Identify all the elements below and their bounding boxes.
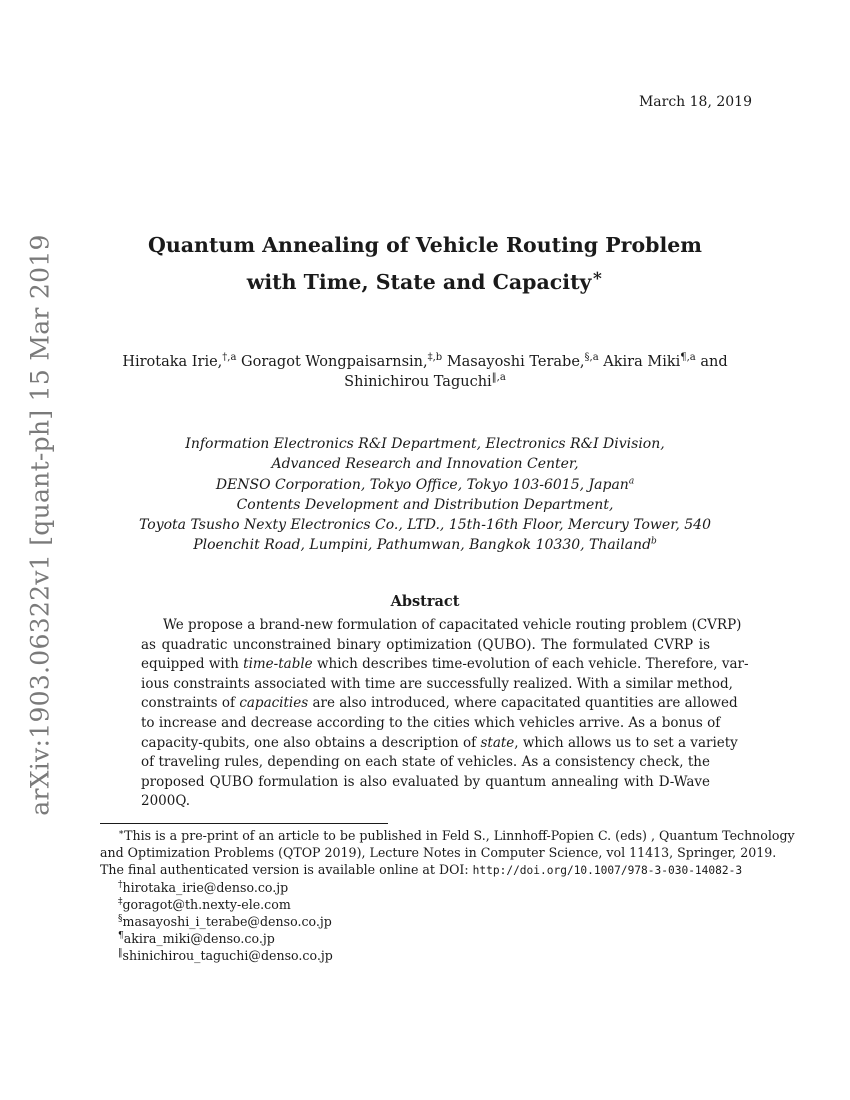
author-mark: §,a <box>584 352 599 364</box>
abstract-text: which describes time-evolution of each vehicle. Therefore, var- <box>312 656 749 673</box>
affiliation-text: DENSO Corporation, Tokyo Office, Tokyo 103-6015, Japan <box>215 476 629 493</box>
document-date: March 18, 2019 <box>638 94 752 110</box>
footnote-mark: § <box>118 913 123 924</box>
title-line-2 <box>0 261 850 298</box>
email-address[interactable]: akira_miki@denso.co.jp <box>123 931 275 946</box>
footnote-divider <box>100 823 388 824</box>
arxiv-identifier: arXiv:1903.06322v1 [quant-ph] 15 Mar 2019 <box>25 234 55 816</box>
author-mark: ‖,a <box>491 372 506 384</box>
footnotes <box>100 827 795 964</box>
affiliations <box>0 434 850 556</box>
email-address[interactable]: shinichirou_taguchi@denso.co.jp <box>122 948 333 963</box>
email-address[interactable]: hirotaka_irie@denso.co.jp <box>122 880 289 895</box>
author-name: Akira Miki <box>603 354 681 370</box>
footnote-line <box>100 861 752 879</box>
paper-title <box>0 230 850 298</box>
abstract-line <box>141 694 738 714</box>
affiliation-line: Contents Development and Distribution Department, <box>236 496 614 513</box>
author-line-1 <box>0 352 850 372</box>
author-mark: ‡,b <box>427 352 443 364</box>
abstract-line: We propose a brand-new formulation of capacitated vehicle routing problem (CVRP) <box>163 617 742 633</box>
footnote-text: The final authenticated version is available online at DOI: <box>100 862 473 877</box>
affiliation-text: Ploenchit Road, Lumpini, Pathumwan, Bangkok 10330, Thailand <box>193 537 652 554</box>
author-name: Shinichirou Taguchi <box>344 374 492 390</box>
affiliation-line <box>0 475 850 495</box>
abstract-line: to increase and decrease according to the cities which vehicles arrive. As a bonus of <box>141 714 721 731</box>
abstract-text: are also introduced, where capacitated quantities are allowed <box>308 695 738 712</box>
abstract-line <box>141 655 749 675</box>
author-mark: ¶,a <box>680 352 696 364</box>
abstract-text: equipped with <box>141 656 244 673</box>
footnote-mark: ¶ <box>118 930 124 941</box>
footnote-text: This is a pre-print of an article to be published in Feld S., Linnhoff-Popien C. (eds) , Quantum Technology <box>124 828 795 843</box>
footnote-mark: ‡ <box>118 896 123 907</box>
title-line-2-text: with Time, State and Capacity <box>246 269 592 294</box>
abstract-line: proposed QUBO formulation is also evaluated by quantum annealing with D-Wave <box>141 773 710 790</box>
author-email <box>100 879 752 896</box>
abstract-line: as quadratic unconstrained binary optimization (QUBO). The formulated CVRP is <box>141 636 710 653</box>
abstract-line: 2000Q. <box>141 793 191 810</box>
doi-link[interactable]: http://doi.org/10.1007/978-3-030-14082-3 <box>472 864 743 877</box>
abstract-text: capacity-qubits, one also obtains a description of <box>141 734 481 751</box>
email-address[interactable]: masayoshi_i_terabe@denso.co.jp <box>122 914 332 929</box>
title-footnote-mark: ∗ <box>591 266 604 286</box>
abstract-body <box>141 616 749 812</box>
author-line-2 <box>0 372 850 392</box>
author-name: Hirotaka Irie, <box>122 354 223 370</box>
footnote-mark: ‖ <box>118 947 123 958</box>
affiliation-line: Information Electronics R&I Department, Electronics R&I Division, <box>185 436 665 452</box>
affiliation-mark: a <box>628 475 635 486</box>
author-conjunction: and <box>700 354 728 370</box>
author-name: Masayoshi Terabe, <box>446 354 585 370</box>
abstract-emphasis: capacities <box>239 695 309 712</box>
email-address[interactable]: goragot@th.nexty-ele.com <box>122 897 291 912</box>
abstract-line: ious constraints associated with time are successfully realized. With a similar method, <box>141 675 733 692</box>
author-email <box>100 930 752 947</box>
author-email <box>100 947 752 964</box>
affiliation-line <box>0 535 850 555</box>
author-mark: †,a <box>222 352 237 364</box>
footnote-line: and Optimization Problems (QTOP 2019), Lecture Notes in Computer Science, vol 11413, Springer, 2019. <box>100 845 777 860</box>
abstract-emphasis: state <box>480 734 515 751</box>
author-email <box>100 913 752 930</box>
affiliation-mark: b <box>651 536 657 547</box>
affiliation-line: Advanced Research and Innovation Center, <box>271 456 579 473</box>
abstract-line <box>141 734 738 754</box>
abstract-text: , which allows us to set a variety <box>514 734 738 751</box>
abstract-emphasis: time-table <box>243 656 313 673</box>
footnote-line <box>100 827 795 844</box>
title-line-1: Quantum Annealing of Vehicle Routing Problem <box>148 233 702 257</box>
footnote-mark: † <box>118 879 123 890</box>
author-list <box>0 352 850 392</box>
author-email <box>100 896 752 913</box>
footnote-mark: ∗ <box>118 827 125 838</box>
abstract-line: of traveling rules, depending on each state of vehicles. As a consistency check, the <box>141 754 710 771</box>
affiliation-line: Toyota Tsusho Nexty Electronics Co., LTD., 15th-16th Floor, Mercury Tower, 540 <box>139 517 711 534</box>
abstract-text: constraints of <box>141 695 240 712</box>
author-name: Goragot Wongpaisarnsin, <box>241 354 428 370</box>
abstract-heading: Abstract <box>390 593 460 610</box>
